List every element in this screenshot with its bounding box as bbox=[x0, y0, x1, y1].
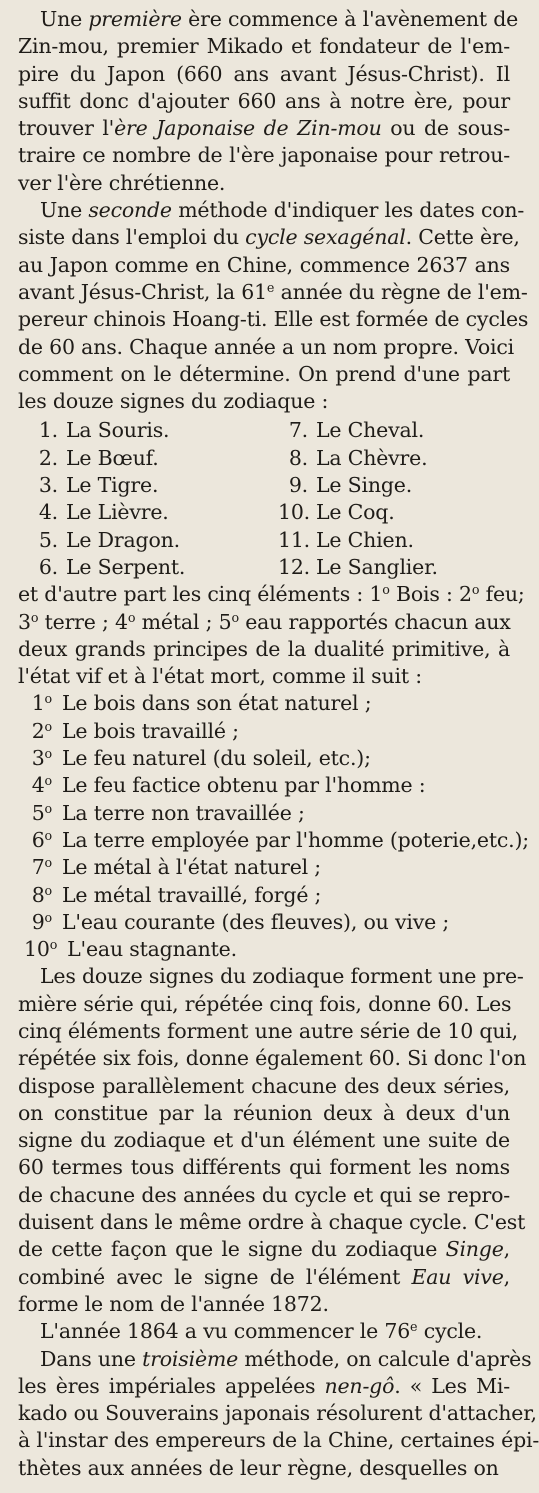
zodiac-sign-number: 4. bbox=[38, 500, 58, 525]
zodiac-sign bbox=[278, 554, 508, 581]
element-item bbox=[18, 800, 510, 827]
element-number: 6$^o$ bbox=[31, 827, 52, 852]
zodiac-sign bbox=[18, 472, 278, 499]
element-item bbox=[18, 854, 510, 881]
element-text: L'eau stagnante. bbox=[67, 937, 237, 962]
element-number: 10$^o$ bbox=[24, 937, 58, 962]
para2-line: pereur chinois Hoang-ti. Elle est formée de cycles bbox=[18, 307, 529, 332]
zodiac-sign bbox=[278, 472, 508, 499]
zodiac-sign bbox=[18, 417, 278, 444]
para4-line: dispose parallèlement chacune des deux séries, bbox=[18, 1073, 510, 1098]
para4-line: Les douze signes du zodiaque forment une pre- bbox=[40, 964, 524, 989]
zodiac-column-left bbox=[18, 417, 278, 581]
element-item bbox=[18, 772, 510, 799]
para2-line: Une seconde méthode d'indiquer les dates con- bbox=[40, 198, 525, 223]
zodiac-sign bbox=[18, 499, 278, 526]
para1-line: suffit donc d'ajouter 660 ans à notre ère, pour bbox=[18, 88, 510, 113]
para6-line: kado ou Souverains japonais résolurent d'attacher, bbox=[18, 1401, 537, 1426]
zodiac-sign-name: Le Lièvre. bbox=[66, 500, 169, 525]
element-item bbox=[18, 718, 510, 745]
paragraph-five-elements bbox=[18, 581, 525, 690]
zodiac-sign-name: Le Coq. bbox=[316, 500, 395, 525]
para1-line: pire du Japon (660 ans avant Jésus-Christ). Il bbox=[18, 61, 510, 86]
para2-line: de 60 ans. Chaque année a un nom propre. Voici bbox=[18, 334, 515, 359]
paragraph-sexagenary-cycle bbox=[18, 197, 529, 415]
zodiac-sign bbox=[18, 527, 278, 554]
element-text: L'eau courante (des fleuves), ou vive ; bbox=[62, 909, 450, 934]
element-number: 8$^o$ bbox=[31, 882, 52, 907]
para6-line: les ères impériales appelées nen-gô. « Les Mi- bbox=[18, 1373, 510, 1398]
zodiac-sign-name: Le Serpent. bbox=[66, 554, 186, 579]
para3-line: l'état vif et à l'état mort, comme il suit : bbox=[18, 664, 422, 689]
para4-line: combiné avec le signe de l'élément Eau vive, bbox=[18, 1264, 510, 1289]
elements-list bbox=[18, 690, 529, 963]
para6-line: thètes aux années de leur règne, desquelles on bbox=[18, 1455, 499, 1480]
zodiac-sign-name: Le Tigre. bbox=[66, 473, 159, 498]
element-number: 9$^o$ bbox=[31, 909, 52, 934]
element-text: La terre employée par l'homme (poterie,etc.); bbox=[62, 827, 529, 852]
element-item bbox=[18, 909, 510, 936]
zodiac-sign bbox=[278, 417, 508, 444]
para2-line: comment on le détermine. On prend d'une part bbox=[18, 361, 510, 386]
para2-line: avant Jésus-Christ, la 61e année du règne de l'em- bbox=[18, 279, 528, 304]
element-text: Le bois travaillé ; bbox=[62, 718, 239, 743]
zodiac-sign-name: La Chèvre. bbox=[316, 445, 428, 470]
para4-line: forme le nom de l'année 1872. bbox=[18, 1291, 329, 1316]
paragraph-first-era bbox=[18, 6, 519, 197]
paragraph-third-method bbox=[18, 1346, 539, 1482]
para6-line: Dans une troisième méthode, on calcule d'après bbox=[40, 1346, 532, 1371]
zodiac-sign-number: 5. bbox=[38, 527, 58, 552]
para1-line: traire ce nombre de l'ère japonaise pour retrou- bbox=[18, 143, 510, 168]
zodiac-sign-number: 6. bbox=[38, 554, 58, 579]
para2-line: siste dans l'emploi du cycle sexagénal. Cette ère, bbox=[18, 225, 520, 250]
para1-line: ver l'ère chrétienne. bbox=[18, 170, 226, 195]
element-number: 3$^o$ bbox=[31, 746, 52, 771]
zodiac-sign-number: 11. bbox=[278, 527, 311, 552]
zodiac-sign bbox=[18, 445, 278, 472]
element-text: Le feu factice obtenu par l'homme : bbox=[62, 773, 426, 798]
element-text: Le métal à l'état naturel ; bbox=[62, 855, 322, 880]
zodiac-sign bbox=[278, 527, 508, 554]
zodiac-sign-number: 7. bbox=[288, 418, 308, 443]
para4-line: répétée six fois, donne également 60. Si donc l'on bbox=[18, 1046, 527, 1071]
para3-line: 3$^o$ terre ; 4$^o$ métal ; 5$^o$ eau rapportés chacun aux bbox=[18, 609, 511, 634]
zodiac-signs-list bbox=[18, 417, 510, 581]
para4-line: cinq éléments forment une autre série de 10 qui, bbox=[18, 1018, 518, 1043]
para3-line: deux grands principes de la dualité primitive, à bbox=[18, 636, 510, 661]
element-item bbox=[18, 882, 510, 909]
element-item bbox=[18, 745, 510, 772]
para4-line: signe du zodiaque et d'un élément une suite de bbox=[18, 1128, 510, 1153]
zodiac-sign-name: Le Singe. bbox=[316, 473, 413, 498]
para6-line: à l'instar des empereurs de la Chine, certaines épi- bbox=[18, 1428, 539, 1453]
zodiac-sign-number: 8. bbox=[288, 445, 308, 470]
element-number: 4$^o$ bbox=[31, 773, 52, 798]
zodiac-sign-name: Le Sanglier. bbox=[316, 554, 438, 579]
zodiac-sign-number: 1. bbox=[38, 418, 58, 443]
element-item bbox=[18, 936, 510, 963]
element-number: 7$^o$ bbox=[31, 855, 52, 880]
element-number: 2$^o$ bbox=[31, 718, 52, 743]
para4-line: 60 termes tous différents qui forment les noms bbox=[18, 1155, 510, 1180]
element-number: 1$^o$ bbox=[31, 691, 52, 716]
para5-line: L'année 1864 a vu commencer le 76e cycle. bbox=[40, 1319, 483, 1344]
para2-line: les douze signes du zodiaque : bbox=[18, 389, 329, 414]
zodiac-column-right bbox=[278, 417, 508, 581]
para1-line: Une première ère commence à l'avènement de bbox=[40, 7, 519, 31]
element-text: Le feu naturel (du soleil, etc.); bbox=[62, 746, 371, 771]
para4-line: on constitue par la réunion deux à deux d'un bbox=[18, 1100, 510, 1125]
zodiac-sign-number: 2. bbox=[38, 445, 58, 470]
zodiac-sign bbox=[278, 499, 508, 526]
zodiac-sign-name: La Souris. bbox=[66, 418, 170, 443]
para2-line: au Japon comme en Chine, commence 2637 ans bbox=[18, 252, 510, 277]
zodiac-sign bbox=[18, 554, 278, 581]
para4-line: de cette façon que le signe du zodiaque Singe, bbox=[18, 1237, 510, 1262]
para1-line: trouver l'ère Japonaise de Zin-mou ou de sous- bbox=[18, 116, 510, 141]
element-text: Le bois dans son état naturel ; bbox=[62, 691, 372, 716]
element-item bbox=[18, 827, 529, 854]
zodiac-sign-name: Le Bœuf. bbox=[66, 445, 159, 470]
para4-line: duisent dans le même ordre à chaque cycle. C'est bbox=[18, 1210, 526, 1235]
para4-line: de chacune des années du cycle et qui se repro- bbox=[18, 1182, 510, 1207]
para4-line: mière série qui, répétée cinq fois, donne 60. Les bbox=[18, 991, 512, 1016]
paragraph-series-combination bbox=[18, 963, 527, 1318]
zodiac-sign-name: Le Dragon. bbox=[66, 527, 180, 552]
zodiac-sign-number: 10. bbox=[278, 500, 311, 525]
zodiac-sign-name: Le Chien. bbox=[316, 527, 414, 552]
element-number: 5$^o$ bbox=[31, 800, 52, 825]
zodiac-sign-name: Le Cheval. bbox=[316, 418, 425, 443]
zodiac-sign bbox=[278, 445, 508, 472]
para3-line: et d'autre part les cinq éléments : 1$^o$ Bois : 2$^o$ feu; bbox=[18, 582, 525, 607]
zodiac-sign-number: 9. bbox=[288, 473, 308, 498]
element-item bbox=[18, 690, 510, 717]
element-text: Le métal travaillé, forgé ; bbox=[62, 882, 322, 907]
zodiac-sign-number: 12. bbox=[278, 554, 311, 579]
element-text: La terre non travaillée ; bbox=[62, 800, 305, 825]
para1-line: Zin-mou, premier Mikado et fondateur de l'em- bbox=[18, 34, 510, 59]
zodiac-sign-number: 3. bbox=[38, 473, 58, 498]
paragraph-76th-cycle bbox=[18, 1318, 510, 1345]
